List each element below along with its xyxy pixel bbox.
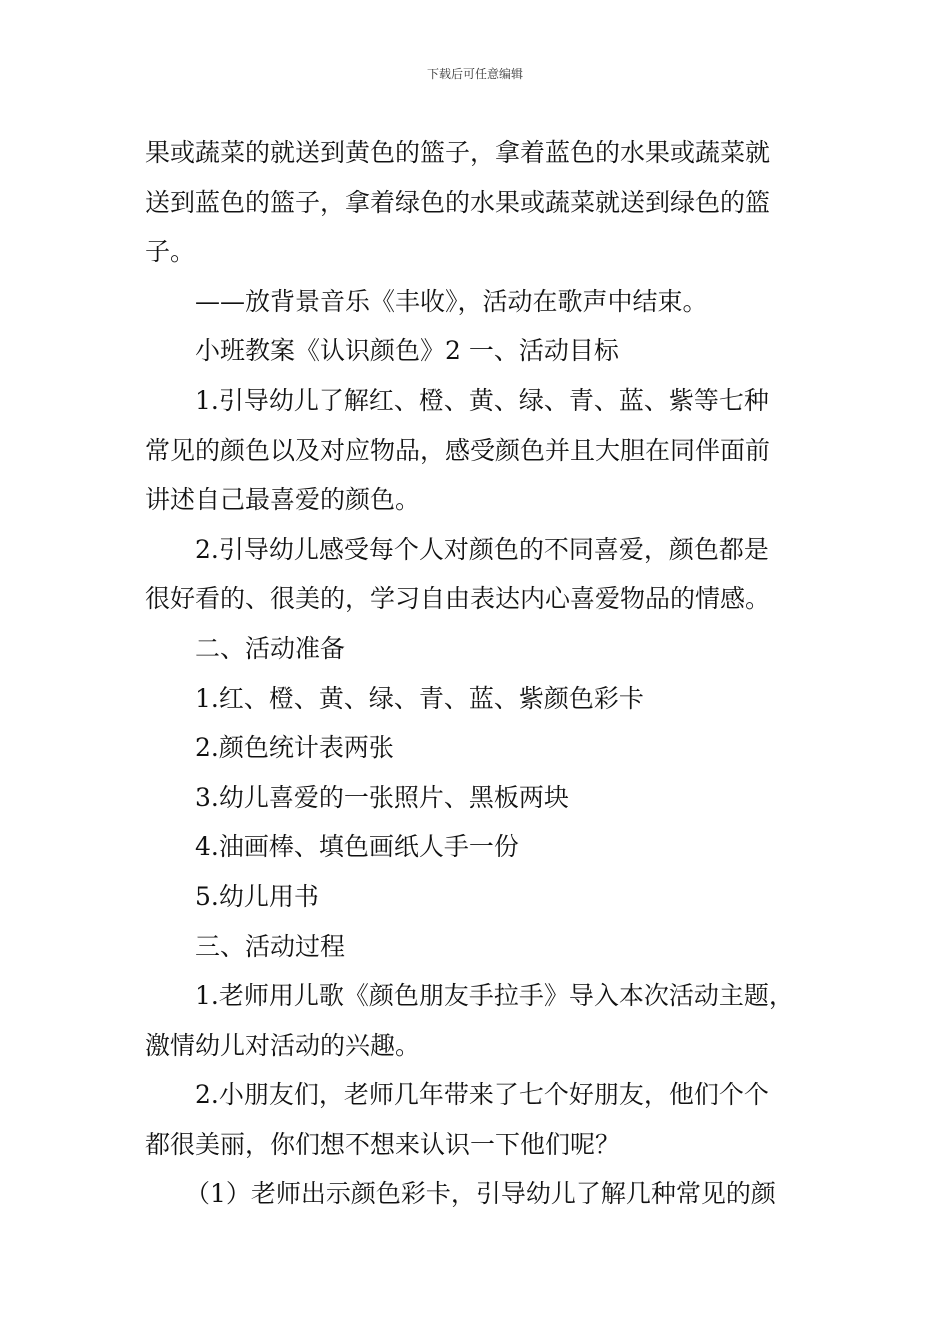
list-item: 2.颜色统计表两张 — [195, 733, 394, 763]
text-line: 子。 — [145, 237, 196, 267]
section-heading: 三、活动过程 — [195, 931, 346, 961]
list-item: 5.幼儿用书 — [195, 881, 319, 911]
section-heading: 二、活动准备 — [195, 633, 346, 663]
list-item: 1.引导幼儿了解红、橙、黄、绿、青、蓝、紫等七种 — [195, 385, 769, 415]
list-item: 2.引导幼儿感受每个人对颜色的不同喜爱，颜色都是 — [195, 534, 769, 564]
text-line: 果或蔬菜的就送到黄色的篮子，拿着蓝色的水果或蔬菜就 — [145, 138, 771, 167]
list-item: 3.幼儿喜爱的一张照片、黑板两块 — [195, 782, 569, 812]
text-line: 都很美丽，你们想不想来认识一下他们呢？ — [145, 1129, 621, 1159]
list-item: 2.小朋友们，老师几年带来了七个好朋友，他们个个 — [195, 1080, 769, 1110]
text-line: 激情幼儿对活动的兴趣。 — [145, 1030, 421, 1060]
list-item: 4.油画棒、填色画纸人手一份 — [195, 832, 519, 862]
text-line: 很好看的、很美的，学习自由表达内心喜爱物品的情感。 — [145, 584, 771, 614]
text-line: ——放背景音乐《丰收》，活动在歌声中结束。 — [195, 286, 708, 316]
section-heading: 小班教案《认识颜色》2 一、活动目标 — [195, 336, 619, 366]
list-item: 1.老师用儿歌《颜色朋友手拉手》导入本次活动主题， — [195, 981, 794, 1011]
text-line: 送到蓝色的篮子，拿着绿色的水果或蔬菜就送到绿色的篮 — [145, 187, 771, 217]
list-item: （1）老师出示颜色彩卡，引导幼儿了解几种常见的颜 — [185, 1179, 776, 1209]
text-line: 讲述自己最喜爱的颜色。 — [145, 485, 421, 515]
document-body — [145, 128, 835, 1219]
page-header: 下载后可任意编辑 — [426, 67, 523, 81]
list-item: 1.红、橙、黄、绿、青、蓝、紫颜色彩卡 — [195, 683, 644, 713]
text-line: 常见的颜色以及对应物品，感受颜色并且大胆在同伴面前 — [145, 435, 771, 465]
